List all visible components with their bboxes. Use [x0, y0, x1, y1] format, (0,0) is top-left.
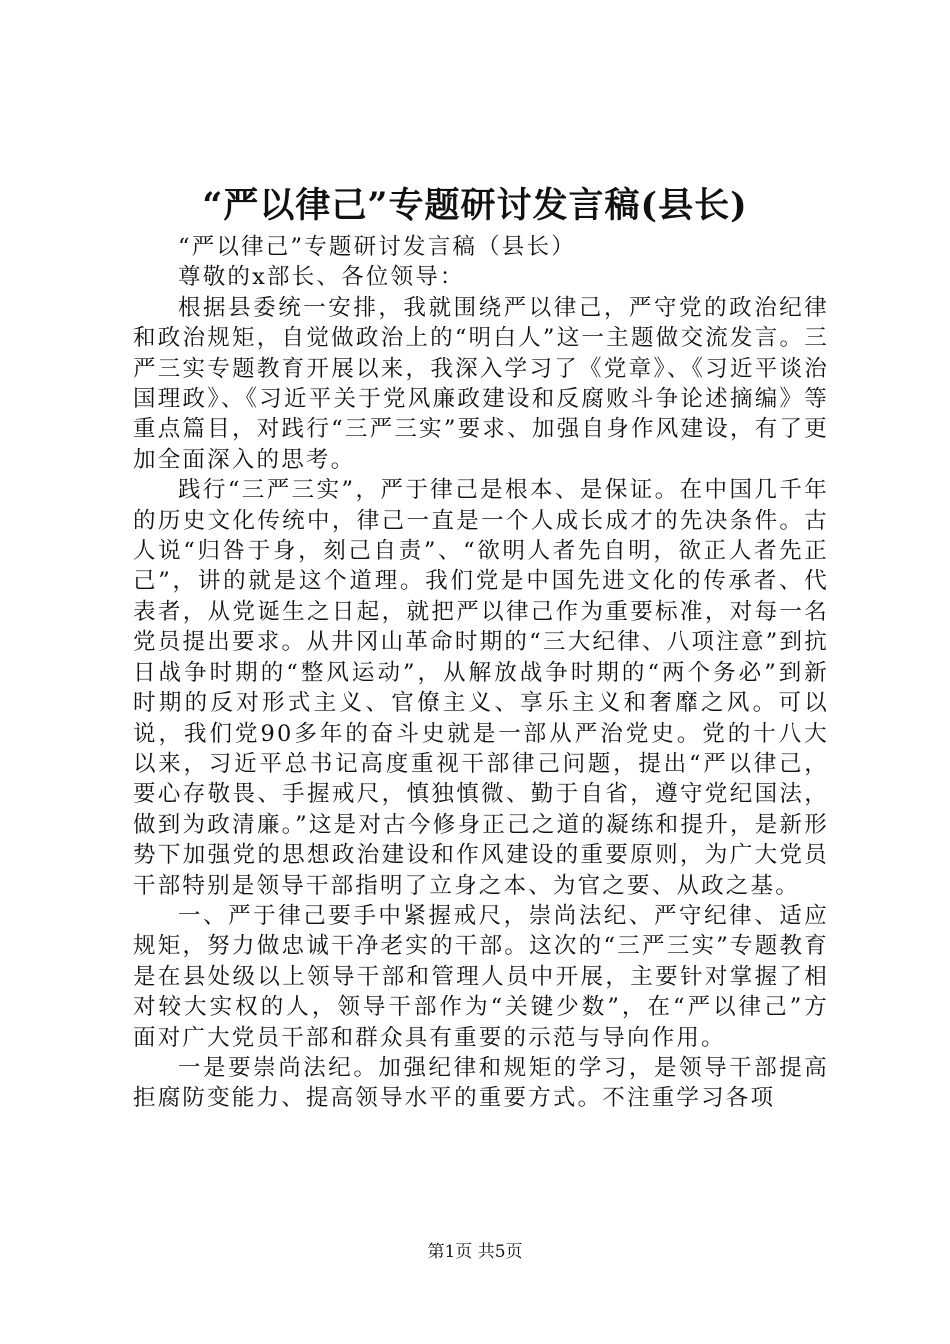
paragraph-salutation: 尊敬的x部长、各位领导： — [178, 264, 465, 291]
paragraph: 一是要崇尚法纪。加强纪律和规矩的学习，是领导干部提高拒腐防变能力、提高领导水平的重要方式。不注重学习各项 — [133, 1054, 829, 1112]
paragraph: 根据县委统一安排，我就围绕严以律己，严守党的政治纪律和政治规矩，自觉做政治上的“明白人”这一主题做交流发言。三严三实专题教育开展以来，我深入学习了《党章》、《习近平谈治国理政》、《习近平关于党风廉政建设和反腐败斗争论述摘编》等重点篇目，对践行“三严三实”要求、加强自身作风建设，有了更加全面深入的思考。 — [133, 294, 829, 473]
paragraph-subtitle: “严以律己”专题研讨发言稿（县长） — [178, 234, 576, 260]
paragraph: 一、严于律己要手中紧握戒尺，崇尚法纪、严守纪律、适应规矩，努力做忠诚干净老实的干部。这次的“三严三实”专题教育是在县处级以上领导干部和管理人员中开展，主要针对掌握了相对较大实权的人，领导干部作为“关键少数”，在“严以律己”方面对广大党员干部和群众具有重要的示范与导向作用。 — [133, 902, 829, 1051]
document-body — [133, 232, 829, 1114]
document-title: “严以律己”专题研讨发言稿(县长) — [202, 185, 748, 226]
paragraph: 践行“三严三实”，严于律己是根本、是保证。在中国几千年的历史文化传统中，律己一直是一个人成长成才的先决条件。古人说“归咎于身，刻己自责”、“欲明人者先自明，欲正人者先正己”，讲的就是这个道理。我们党是中国先进文化的传承者、代表者，从党诞生之日起，就把严以律己作为重要标准，对每一名党员提出要求。从井冈山革命时期的“三大纪律、八项注意”到抗日战争时期的“整风运动”，从解放战争时期的“两个务必”到新时期的反对形式主义、官僚主义、享乐主义和奢靡之风。可以说，我们党90多年的奋斗史就是一部从严治党史。党的十八大以来，习近平总书记高度重视干部律己问题，提出“严以律己，要心存敬畏、手握戒尺，慎独慎微、勤于自省，遵守党纪国法，做到为政清廉。”这是对古今修身正己之道的凝练和提升，是新形势下加强党的思想政治建设和作风建设的重要原则，为广大党员干部特别是领导干部指明了立身之本、为官之要、从政之基。 — [133, 477, 829, 899]
page-footer: 第1页 共5页 — [427, 1242, 523, 1262]
